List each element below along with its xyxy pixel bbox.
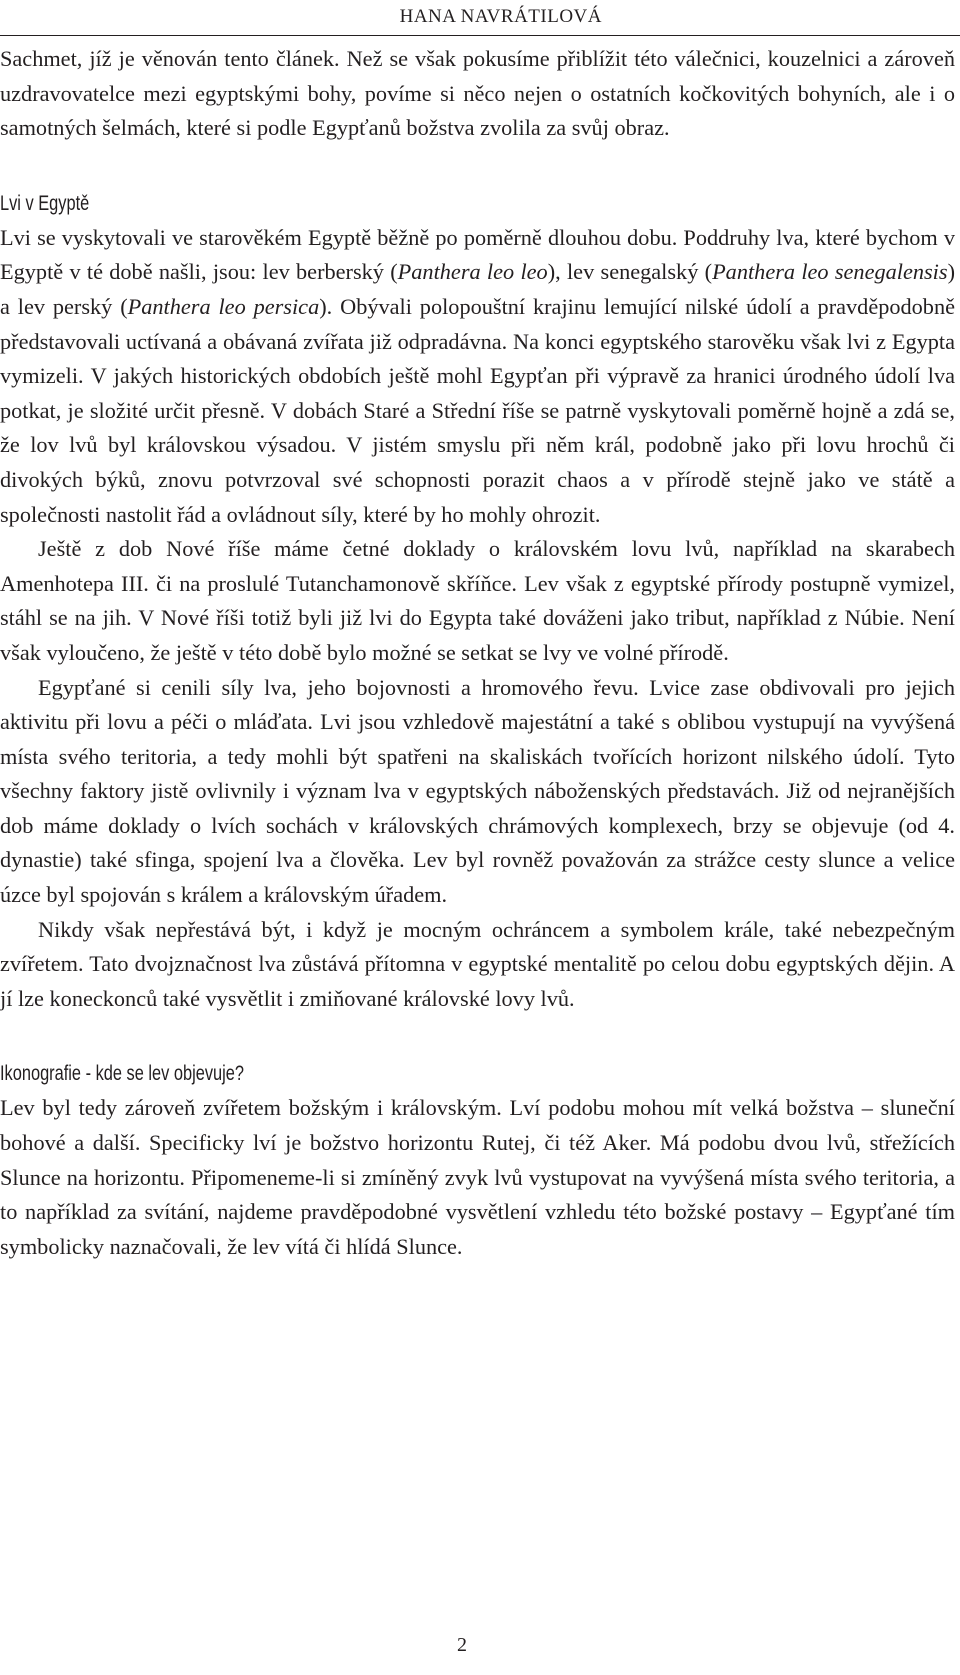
paragraph-lions-3: Egypťané si cenili síly lva, jeho bojovnosti a hromového řevu. Lvice zase obdivovali pro jejich aktivitu při lovu a péči o mláďata. Lvi jsou vzhledově majestátní a také s oblibou vystupují na vyvýšená místa svého teritoria, a tedy mohli být spatřeni na skaliskách tvořících horizont nilského údolí. Tyto všechny faktory jistě ovlivnily i význam lva v egyptských náboženských představách. Již od nejranějších dob máme doklady o lvích sochách v královských chrámových komplexech, brzy se objevuje (od 4. dynastie) také sfinga, spojení lva a člověka. Lev byl rovněž považován za strážce cesty slunce a velice úzce byl spojován s králem a královským úřadem. bbox=[0, 674, 955, 908]
species-name-senegal: Panthera leo senegalensis bbox=[712, 259, 948, 285]
section-heading-iconography: Ikonografie - kde se lev objevuje? bbox=[0, 1062, 245, 1086]
section-spacer bbox=[0, 1016, 955, 1057]
header-rule bbox=[0, 35, 960, 36]
intro-paragraph: Sachmet, jíž je věnován tento článek. Než se však pokusíme přiblížit této válečnici, kouzelnici a zároveň uzdravovatelce mezi egyptskými bohy, povíme si něco nejen o ostatních kočkovitých bohyních, ale i o samotných šelmách, které si podle Egypťanů božstva zvolila za svůj obraz. bbox=[0, 46, 955, 141]
section-spacer bbox=[0, 146, 955, 187]
paragraph-iconography-1: Lev byl tedy zároveň zvířetem božským i královským. Lví podobu mohou mít velká božstva – sluneční bohové a další. Specificky lví je božstvo horizontu Rutej, či též Aker. Má podobu dvou lvů, střežících Slunce na horizontu. Připomeneme-li si zmíněný zvyk lvů vystupovat na vyvýšená místa svého teritoria, a to například za svítání, najdeme pravděpodobné vysvětlení vzhledu této božské postavy – Egypťané tím symbolicky naznačovali, že lev vítá či hlídá Slunce. bbox=[0, 1095, 955, 1259]
paragraph-lions-2: Ještě z dob Nové říše máme četné doklady o královském lovu lvů, například na skarabech Amenhotepa III. či na proslulé Tutanchamonově skříňce. Lev však z egyptské přírody postupně vymizel, stáhl se na jih. V Nové říši totiž byli již lvi do Egypta také dováženi jako tribut, například z Núbie. Není však vyloučeno, že ještě v této době bylo možné se setkat se lvy ve volné přírodě. bbox=[0, 536, 955, 665]
section-heading-lions-in-egypt: Lvi v Egyptě bbox=[0, 191, 90, 215]
header-author: HANA NAVRÁTILOVÁ bbox=[399, 6, 602, 27]
paragraph-lions-1 bbox=[0, 221, 955, 532]
paragraph-lions-4: Nikdy však nepřestává být, i když je mocným ochráncem a symbolem krále, také nebezpečným zvířetem. Tato dvojznačnost lva zůstává přítomna v egyptské mentalitě po celou dobu egyptských dějin. A jí lze koneckonců také vysvětlit i zmiňované královské lovy lvů. bbox=[0, 916, 955, 1011]
text-run: ) a lev perský ( bbox=[0, 259, 955, 319]
species-name-berber: Panthera leo leo bbox=[397, 259, 548, 285]
text-run: ), lev senegalský ( bbox=[547, 259, 713, 285]
page-number: 2 bbox=[457, 1634, 467, 1656]
article-body bbox=[0, 42, 955, 1264]
species-name-persian: Panthera leo persica bbox=[127, 293, 320, 319]
running-header bbox=[0, 6, 960, 28]
text-run: ). Obývali polopouštní krajinu lemující nilské údolí a pravděpodobně představovali uctívaná a obávaná zvířata již odpradávna. Na konci egyptského starověku však lvi z Egypta vymizeli. V jakých historických obdobích ještě mohl Egypťan při výpravě za hranici úrodného údolí lva potkat, je složité určit přesně. V dobách Staré a Střední říše se patrně vyskytovali poměrně hojně a zdá se, že lov lvů byl královskou výsadou. V jistém smyslu při něm král, podobně jako při lovu hrochů či divokých býků, znovu potvrzoval své schopnosti porazit chaos a v přírodě stejně jako ve státě a společnosti nastolit řád a ovládnout síly, které by ho mohly ohrozit. bbox=[0, 293, 955, 527]
text-run: Lvi se vyskytovali ve starověkém Egyptě běžně po poměrně dlouhou dobu. Poddruhy lva, které bychom v Egyptě v té době našli, jsou: lev berberský ( bbox=[0, 224, 955, 285]
